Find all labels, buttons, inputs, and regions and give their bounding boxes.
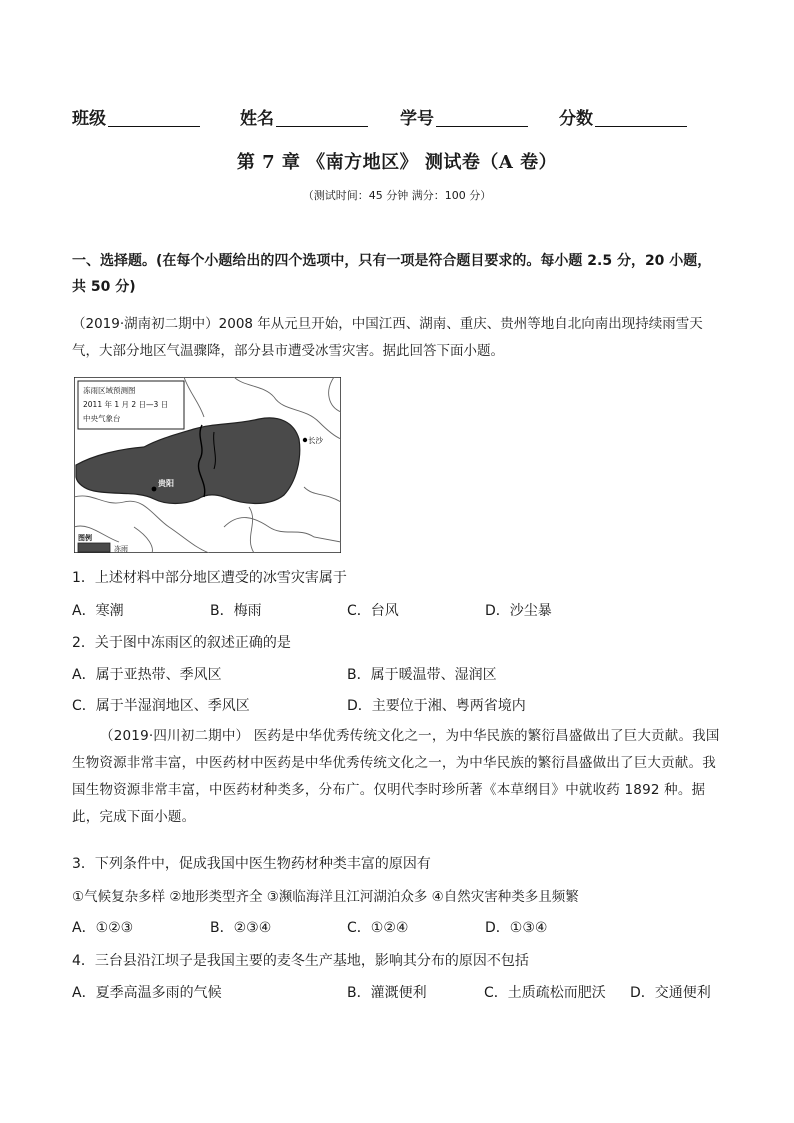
question-3-stem: 3．下列条件中，促成我国中医生物药材种类丰富的原因有 [72, 856, 431, 872]
q3-conditions: ①气候复杂多样 ②地形类型齐全 ③濒临海洋且江河湖泊众多 ④自然灾害种类多且频繁 [72, 889, 579, 905]
question-4-stem: 4．三台县沿江坝子是我国主要的麦冬生产基地，影响其分布的原因不包括 [72, 953, 529, 969]
score-label: 分数 [559, 109, 593, 129]
q3-option-c[interactable]: C．①②④ [347, 920, 409, 936]
name-label: 姓名 [240, 109, 274, 129]
legend-source: 中央气象台 [83, 414, 121, 423]
legend-title: 冻雨区域预测图 [83, 386, 136, 395]
legend-date: 2011 年 1 月 2 日—3 日 [83, 400, 169, 409]
key-swatch [78, 543, 110, 552]
guiyang-marker [152, 487, 157, 492]
page-title: 第 7 章 《南方地区》 测试卷（A 卷） [236, 152, 558, 173]
city-guiyang-label: 贵阳 [158, 479, 174, 488]
q2-option-b[interactable]: B．属于暖温带、湿润区 [347, 667, 497, 683]
changsha-marker [303, 438, 307, 442]
score-field[interactable] [559, 104, 687, 129]
question-2-stem: 2．关于图中冻雨区的叙述正确的是 [72, 635, 291, 651]
q3-option-b[interactable]: B．②③④ [210, 920, 272, 936]
map-svg [74, 377, 341, 553]
q2-option-c[interactable]: C．属于半湿润地区、季风区 [72, 698, 250, 714]
q3-option-d[interactable]: D．①③④ [485, 920, 548, 936]
key-label: 冻雨 [114, 545, 128, 553]
q1-option-a[interactable]: A．寒潮 [72, 603, 124, 619]
score-blank[interactable] [595, 125, 687, 127]
q1-option-c[interactable]: C．台风 [347, 603, 399, 619]
q1-option-d[interactable]: D．沙尘暴 [485, 603, 552, 619]
intro-paragraph-2: （2019·四川初二期中） 医药是中华优秀传统文化之一，为中华民族的繁衍昌盛做出了巨大贡献。我国生物资源非常丰富，中医药材中医药是中华优秀传统文化之一，为中华民族的繁衍昌盛做出了巨大贡献。我国生物资源非常丰富，中医药材种类多，分布广。仅明代李时珍所著《本草纲目》中就收药 1892 种。据此，完成下面小题。 [72, 728, 720, 825]
q1-option-b[interactable]: B．梅雨 [210, 603, 262, 619]
page-subtitle: （测试时间：45 分钟 满分：100 分） [302, 189, 492, 202]
student-id-field[interactable] [400, 104, 528, 129]
question-1-stem: 1．上述材料中部分地区遭受的冰雪灾害属于 [72, 570, 347, 586]
q3-option-a[interactable]: A．①②③ [72, 920, 134, 936]
q4-option-a[interactable]: A．夏季高温多雨的气候 [72, 985, 222, 1001]
name-field[interactable] [240, 104, 368, 129]
name-blank[interactable] [276, 125, 368, 127]
q4-option-c[interactable]: C．土质疏松而肥沃 [484, 985, 606, 1001]
intro-paragraph-1: （2019·湖南初二期中）2008 年从元旦开始，中国江西、湖南、重庆、贵州等地自北向南出现持续雨雪天气，大部分地区气温骤降，部分县市遭受冰雪灾害。据此回答下面小题。 [72, 316, 703, 359]
class-field[interactable] [72, 104, 200, 129]
city-changsha-label: 长沙 [308, 436, 323, 445]
q4-option-b[interactable]: B．灌溉便利 [347, 985, 427, 1001]
student-id-blank[interactable] [436, 125, 528, 127]
key-title: 图例 [78, 534, 92, 542]
q2-option-a[interactable]: A．属于亚热带、季风区 [72, 667, 222, 683]
section-heading: 一、选择题。(在每个小题给出的四个选项中，只有一项是符合题目要求的。每小题 2.5 分，20 小题，共 50 分) [72, 253, 712, 295]
class-blank[interactable] [108, 125, 200, 127]
student-id-label: 学号 [400, 109, 434, 129]
freezing-rain-map [74, 377, 341, 553]
q4-option-d[interactable]: D．交通便利 [630, 985, 711, 1001]
class-label: 班级 [72, 109, 106, 129]
q2-option-d[interactable]: D．主要位于湘、粤两省境内 [347, 698, 526, 714]
